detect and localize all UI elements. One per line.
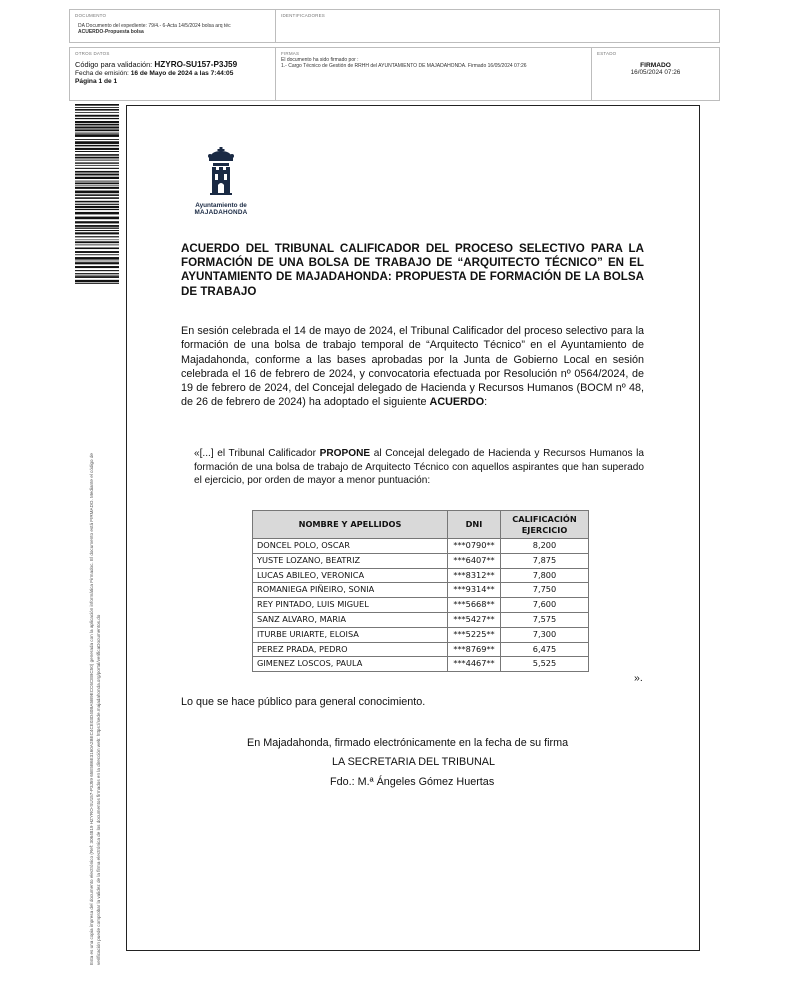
table-row	[253, 657, 589, 672]
page-number: Página 1 de 1	[75, 78, 118, 85]
signature-place-line: En Majadahonda, firmado electrónicamente en la fecha de su firma	[247, 737, 569, 749]
issue-date-label: Fecha de emisión:	[75, 70, 129, 77]
validation-code-row	[75, 60, 270, 69]
cell-dni: ***4467**	[448, 657, 501, 672]
cell-name: SANZ ALVARO, MARIA	[253, 612, 448, 627]
quote-start: «[...] el Tribunal Calificador	[194, 448, 316, 459]
identifiers-box	[275, 9, 720, 43]
table-row	[253, 642, 589, 657]
cell-dni: ***5225**	[448, 627, 501, 642]
acuerdo-word: ACUERDO	[429, 396, 485, 409]
signature-name: Fdo.: M.ª Ángeles Gómez Huertas	[330, 776, 495, 788]
table-row	[253, 583, 589, 598]
table-row	[253, 612, 589, 627]
cell-name: YUSTE LOZANO, BEATRIZ	[253, 553, 448, 568]
status-value: FIRMADO	[640, 62, 671, 69]
propone-word: PROPONE	[319, 448, 371, 459]
table-row	[253, 568, 589, 583]
cell-name: ITURBE URIARTE, ELOISA	[253, 627, 448, 642]
cell-dni: ***9314**	[448, 583, 501, 598]
validation-code-value: HZYRO-SU157-P3J59	[154, 60, 238, 69]
header-dni: DNI	[448, 511, 501, 539]
cell-name: ROMANIEGA PIÑEIRO, SONIA	[253, 583, 448, 598]
document-title: ACUERDO DEL TRIBUNAL CALIFICADOR DEL PROCESO SELECTIVO PARA LA FORMACIÓN DE UNA BOLSA DE TRABAJO DE “ARQUITECTO TÉCNICO” EN EL AYUNTAMIENTO DE MAJADAHONDA: PROPUESTA DE FORMACIÓN DE LA BOLSA DE TRABAJO	[181, 242, 644, 298]
side-text-line-2: verificación puede comprobar la validez de la firma electrónica de los documentos firmados en la dirección web: https://sede.majadahonda.org/portal/verificaDocumentos.do	[96, 614, 101, 965]
barcode-icon	[75, 104, 119, 284]
header-score: CALIFICACIÓN EJERCICIO	[501, 511, 589, 539]
table-row	[253, 598, 589, 613]
verification-side-text	[88, 305, 102, 965]
cell-dni: ***6407**	[448, 553, 501, 568]
cell-dni: ***0790**	[448, 539, 501, 554]
issue-date-row	[75, 70, 270, 77]
logo-text-line-2: MAJADAHONDA	[194, 209, 248, 216]
crown-tower-icon	[204, 147, 238, 195]
cell-score: 8,200	[501, 539, 589, 554]
cell-dni: ***8769**	[448, 642, 501, 657]
table-row	[253, 553, 589, 568]
other-data-label: OTROS DATOS	[75, 51, 110, 56]
status-date: 16/05/2024 07:26	[630, 69, 681, 76]
table-row	[253, 627, 589, 642]
quote-rest: al Concejal delegado de Hacienda y Recursos Humanos la formación de una bolsa de trabajo de Arquitecto Técnico con aquellos aspirantes que han superado el ejercicio, por orden de mayor a menor puntuación:	[194, 448, 645, 487]
signatures-label: FIRMAS	[281, 51, 300, 56]
logo-text-line-1: Ayuntamiento de	[195, 202, 247, 209]
cell-name: DONCEL POLO, OSCAR	[253, 539, 448, 554]
cell-score: 7,875	[501, 553, 589, 568]
intro-paragraph-end: :	[484, 396, 488, 409]
issue-date-value: 16 de Mayo de 2024 a las 7:44:05	[130, 70, 234, 77]
document-line-1: DA Documento del expediente: 79/4.- 6-Acta 14/5/2024 bolsa arq téc	[78, 23, 231, 29]
intro-paragraph	[181, 324, 644, 410]
validation-code-label: Código para validación:	[75, 60, 153, 69]
document-label: DOCUMENTO	[75, 13, 107, 18]
majadahonda-logo	[186, 147, 256, 219]
signatures-box	[275, 47, 592, 101]
cell-name: REY PINTADO, LUIS MIGUEL	[253, 598, 448, 613]
status-box	[591, 47, 720, 101]
other-data-box	[69, 47, 276, 101]
signatures-line-2: 1.- Cargo Técnico de Gestión de RRHH del AYUNTAMIENTO DE MAJADAHONDA. Firmado 16/05/2024 07:26	[281, 63, 527, 69]
cell-score: 7,600	[501, 598, 589, 613]
cell-score: 6,475	[501, 642, 589, 657]
cell-score: 7,300	[501, 627, 589, 642]
closing-quote: ».	[634, 672, 643, 684]
document-info-box	[69, 9, 276, 43]
candidates-table	[252, 510, 589, 672]
status-label: ESTADO	[597, 51, 617, 56]
cell-dni: ***5668**	[448, 598, 501, 613]
document-line-2: ACUERDO-Propuesta bolsa	[78, 29, 144, 35]
cell-score: 5,525	[501, 657, 589, 672]
signatures-line-1: El documento ha sido firmado por :	[281, 57, 359, 63]
side-text-line-1: Esta es una copia impresa del documento electrónico (Ref: 3064819 HZYRO-SU157-P3J59 65E5B6E3160A2BEC4CE03D40BA5B9ECC6CEBC50) generada con la aplicación informática Firmadoc. El documento está FIRMADO. Mediante el código de	[89, 453, 94, 965]
signature-role: LA SECRETARIA DEL TRIBUNAL	[332, 756, 496, 768]
cell-name: LUCAS ABILEO, VERONICA	[253, 568, 448, 583]
proposal-quote	[194, 447, 644, 488]
header-name: NOMBRE Y APELLIDOS	[253, 511, 448, 539]
public-notice: Lo que se hace público para general conocimiento.	[181, 696, 426, 708]
table-row	[253, 539, 589, 554]
intro-paragraph-text: En sesión celebrada el 14 de mayo de 2024, el Tribunal Calificador del proceso selectivo para la formación de una bolsa de trabajo temporal de “Arquitecto Técnico” en el Ayuntamiento de Majadahonda, conforme a las bases aprobadas por la Junta de Gobierno Local en sesión celebrada el 16 de febrero de 2024, y convocatoria efectuada por Resolución nº 0564/2024, de 19 de febrero de 2024, del Concejal delegado de Hacienda y Recursos Humanos (BOCM nº 48, de 26 de febrero de 2024) ha adoptado el siguiente	[181, 325, 644, 409]
cell-score: 7,800	[501, 568, 589, 583]
cell-score: 7,750	[501, 583, 589, 598]
cell-score: 7,575	[501, 612, 589, 627]
cell-name: PEREZ PRADA, PEDRO	[253, 642, 448, 657]
cell-name: GIMENEZ LOSCOS, PAULA	[253, 657, 448, 672]
table-header-row	[253, 511, 589, 539]
cell-dni: ***8312**	[448, 568, 501, 583]
identifiers-label: IDENTIFICADORES	[281, 13, 326, 18]
cell-dni: ***5427**	[448, 612, 501, 627]
